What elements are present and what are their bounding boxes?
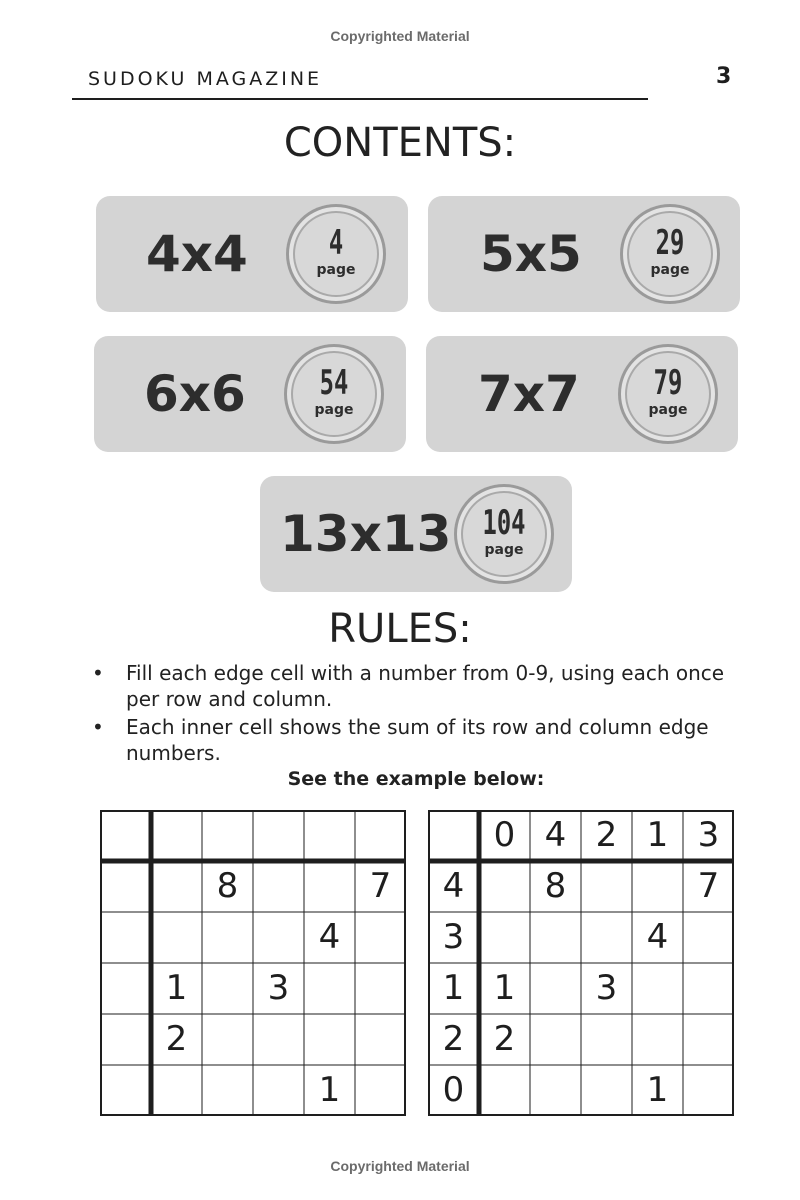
page-badge: [284, 344, 384, 444]
inner-cell: 2: [493, 1019, 516, 1059]
example-caption: See the example below:: [287, 768, 545, 790]
inner-cell: [253, 861, 304, 912]
inner-cell: [202, 1014, 253, 1065]
inner-cell: [202, 1065, 253, 1116]
inner-cell: [530, 912, 581, 963]
page-badge: [618, 344, 718, 444]
inner-cell: 3: [267, 968, 290, 1008]
contents-card-label: 4x4: [146, 225, 248, 283]
inner-cell: [632, 963, 683, 1014]
inner-cell: 1: [493, 968, 516, 1008]
bullet-icon: •: [92, 661, 104, 685]
inner-cell: [355, 963, 406, 1014]
inner-cell: 7: [369, 866, 392, 906]
contents-card-13x13[interactable]: [260, 476, 572, 592]
header-rule: [72, 98, 648, 100]
page-badge-word: page: [648, 402, 688, 418]
inner-cell: [355, 912, 406, 963]
edge-cell: 4: [544, 815, 567, 855]
contents-card-7x7[interactable]: [426, 336, 738, 452]
inner-cell: [479, 861, 530, 912]
inner-cell: [479, 912, 530, 963]
inner-cell: 4: [318, 917, 341, 957]
inner-cell: [304, 1014, 355, 1065]
contents-card-label: 7x7: [478, 365, 580, 423]
edge-cell: 0: [493, 815, 516, 855]
edge-cell: 3: [697, 815, 720, 855]
inner-cell: 3: [595, 968, 618, 1008]
inner-cell: [530, 1065, 581, 1116]
example-puzzle-grid: [100, 810, 406, 1116]
page-badge-word: page: [316, 262, 356, 278]
rules-heading: RULES:: [328, 606, 472, 652]
inner-cell: [253, 912, 304, 963]
inner-cell: [304, 861, 355, 912]
inner-cell: [683, 912, 734, 963]
contents-card-label: 6x6: [144, 365, 246, 423]
page-badge-word: page: [314, 402, 354, 418]
rules-list: [92, 660, 742, 768]
edge-cell: 2: [442, 1019, 465, 1059]
inner-cell: 1: [318, 1070, 341, 1110]
inner-cell: [253, 1014, 304, 1065]
contents-card-5x5[interactable]: [428, 196, 740, 312]
inner-cell: [202, 963, 253, 1014]
edge-cell: 4: [442, 866, 465, 906]
inner-cell: [355, 1065, 406, 1116]
inner-cell: [683, 1065, 734, 1116]
page-badge-number: 79: [653, 363, 683, 403]
inner-cell: [479, 1065, 530, 1116]
edge-cell: 1: [646, 815, 669, 855]
inner-cell: 1: [646, 1070, 669, 1110]
inner-cell: [202, 912, 253, 963]
page-badge: [286, 204, 386, 304]
contents-card-6x6[interactable]: [94, 336, 406, 452]
inner-cell: [683, 1014, 734, 1065]
copyright-bottom: Copyrighted Material: [330, 1158, 470, 1174]
edge-cell: 3: [442, 917, 465, 957]
page-badge-number: 29: [655, 223, 685, 263]
page-number: 3: [716, 64, 732, 89]
inner-cell: 1: [165, 968, 188, 1008]
edge-cell: [304, 810, 355, 861]
inner-cell: [632, 861, 683, 912]
inner-cell: 2: [165, 1019, 188, 1059]
edge-cell: 0: [442, 1070, 465, 1110]
inner-cell: [151, 912, 202, 963]
edge-cell: [355, 810, 406, 861]
inner-cell: [253, 1065, 304, 1116]
page-badge-word: page: [650, 262, 690, 278]
inner-cell: 7: [697, 866, 720, 906]
edge-cell: [100, 912, 151, 963]
inner-cell: [304, 963, 355, 1014]
copyright-top: Copyrighted Material: [330, 28, 470, 44]
page-badge-word: page: [484, 542, 524, 558]
inner-cell: [151, 861, 202, 912]
inner-cell: [632, 1014, 683, 1065]
inner-cell: 4: [646, 917, 669, 957]
edge-cell: [428, 810, 479, 861]
edge-cell: [100, 963, 151, 1014]
inner-cell: 8: [216, 866, 239, 906]
contents-card-label: 5x5: [480, 225, 582, 283]
inner-cell: [683, 963, 734, 1014]
edge-cell: 2: [595, 815, 618, 855]
rule-item: [92, 660, 742, 712]
rule-item: [92, 714, 742, 766]
page-badge: [620, 204, 720, 304]
edge-cell: [100, 1065, 151, 1116]
inner-cell: [151, 1065, 202, 1116]
inner-cell: [530, 963, 581, 1014]
inner-cell: [581, 912, 632, 963]
inner-cell: [355, 1014, 406, 1065]
edge-cell: [100, 861, 151, 912]
edge-cell: [100, 810, 151, 861]
edge-cell: [100, 1014, 151, 1065]
page-badge-number: 104: [482, 503, 526, 543]
edge-cell: [253, 810, 304, 861]
inner-cell: [581, 1014, 632, 1065]
contents-card-label: 13x13: [280, 505, 452, 563]
page-badge: [454, 484, 554, 584]
inner-cell: 8: [544, 866, 567, 906]
page-badge-number: 54: [319, 363, 349, 403]
inner-cell: [581, 1065, 632, 1116]
edge-cell: [202, 810, 253, 861]
contents-card-4x4[interactable]: [96, 196, 408, 312]
inner-cell: [530, 1014, 581, 1065]
rule-text: Fill each edge cell with a number from 0-9, using each once per row and column.: [126, 661, 725, 711]
edge-cell: [151, 810, 202, 861]
magazine-title: SUDOKU MAGAZINE: [88, 68, 323, 90]
bullet-icon: •: [92, 715, 104, 739]
example-solution-grid: [428, 810, 734, 1116]
page-badge-number: 4: [328, 223, 344, 263]
edge-cell: 1: [442, 968, 465, 1008]
inner-cell: [581, 861, 632, 912]
contents-heading: CONTENTS:: [283, 120, 517, 166]
rule-text: Each inner cell shows the sum of its row and column edge numbers.: [126, 715, 709, 765]
